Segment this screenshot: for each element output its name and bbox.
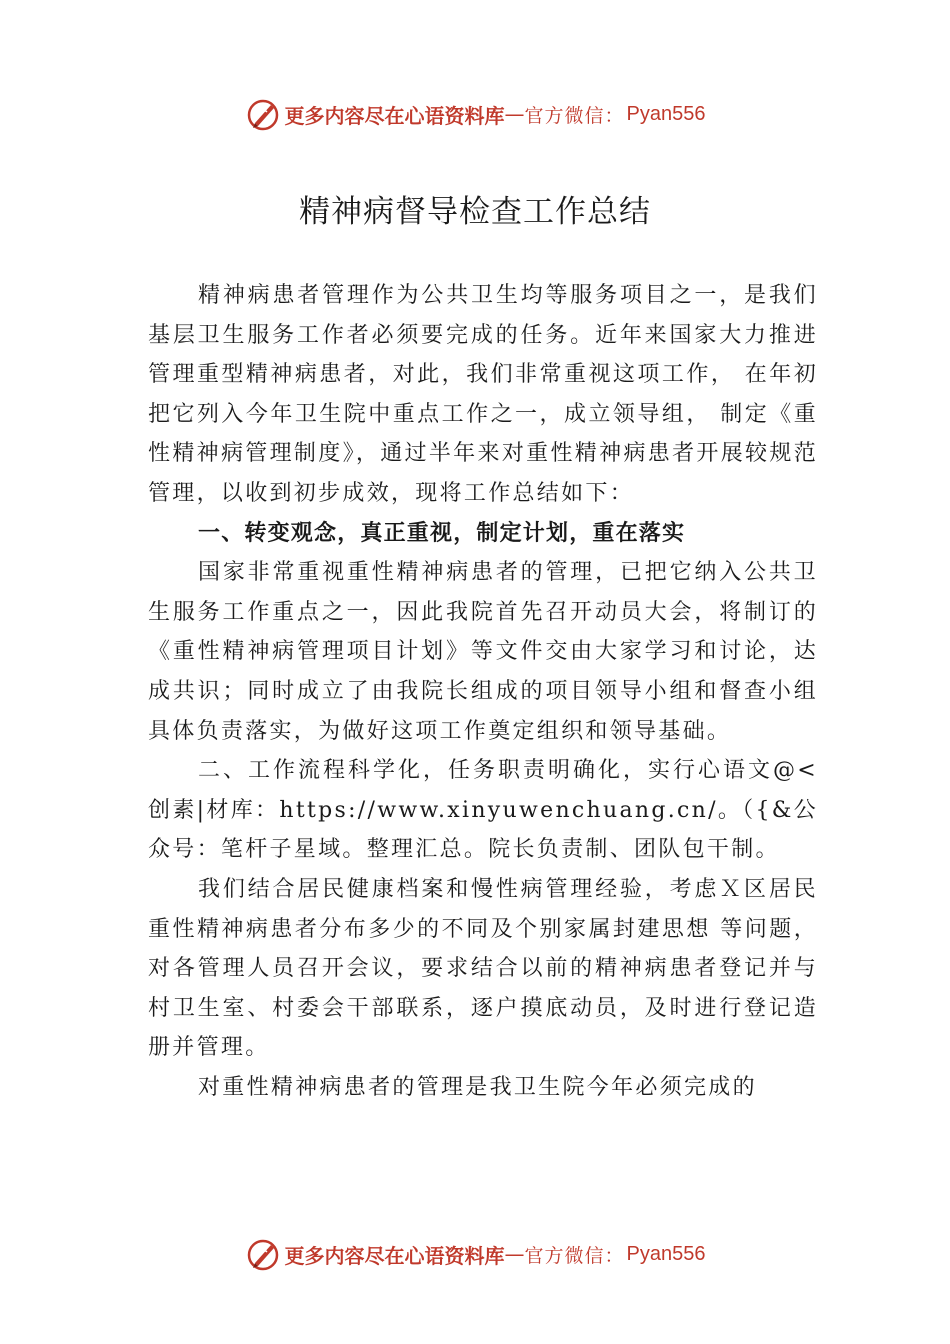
banner-wechat-label: 官方微信： [524, 104, 625, 127]
footer-banner [0, 1234, 950, 1274]
document-body [148, 276, 818, 1107]
banner-separator: — [504, 1242, 525, 1266]
paragraph-section-2: 我们结合居民健康档案和慢性病管理经验，考虑Ｘ区居民重性精神病患者分布多少的不同及个别家属封建思想 等问题，对各管理人员召开会议，要求结合以前的精神病患者登记并与村卫生室、村委会干部联系，逐户摸底动员，及时进行登记造册并管理。 [148, 876, 818, 1061]
banner-main-text: 更多内容尽在心语资料库 [284, 103, 505, 128]
pen-logo-icon [245, 96, 281, 132]
banner-separator: — [504, 102, 525, 126]
header-banner [0, 94, 950, 134]
banner-main-text: 更多内容尽在心语资料库 [284, 1243, 505, 1268]
section-heading-2: 二、工作流程科学化，任务职责明确化，实行心语文@<创素|材库：https://www.xinyuwenchuang.cn/。（{&公众号：笔杆子星域。整理汇总。院长负责制、团队包干制。 [148, 758, 818, 863]
banner-wechat-label: 官方微信： [524, 1244, 625, 1267]
paragraph-intro: 精神病患者管理作为公共卫生均等服务项目之一，是我们基层卫生服务工作者必须要完成的任务。近年来国家大力推进管理重型精神病患者，对此，我们非常重视这项工作， 在年初把它列入今年卫生院中重点工作之一，成立领导组， 制定《重性精神病管理制度》，通过半年来对重性精神病患者开展较规范管理，以收到初步成效，现将工作总结如下： [148, 283, 818, 506]
document-title: 精神病督导检查工作总结 [299, 194, 651, 230]
banner-wechat-id: Pyan556 [626, 102, 706, 125]
paragraph-section-1: 国家非常重视重性精神病患者的管理，已把它纳入公共卫生服务工作重点之一，因此我院首先召开动员大会，将制订的《重性精神病管理项目计划》等文件交由大家学习和讨论，达成共识；同时成立了由我院长组成的项目领导小组和督查小组具体负责落实，为做好这项工作奠定组织和领导基础。 [148, 560, 818, 744]
banner-wechat-id: Pyan556 [626, 1242, 706, 1265]
pen-logo-icon [245, 1236, 281, 1272]
paragraph-continued: 对重性精神病患者的管理是我卫生院今年必须完成的 [198, 1074, 757, 1100]
section-heading-1: 一、转变观念，真正重视，制定计划，重在落实 [198, 520, 686, 546]
